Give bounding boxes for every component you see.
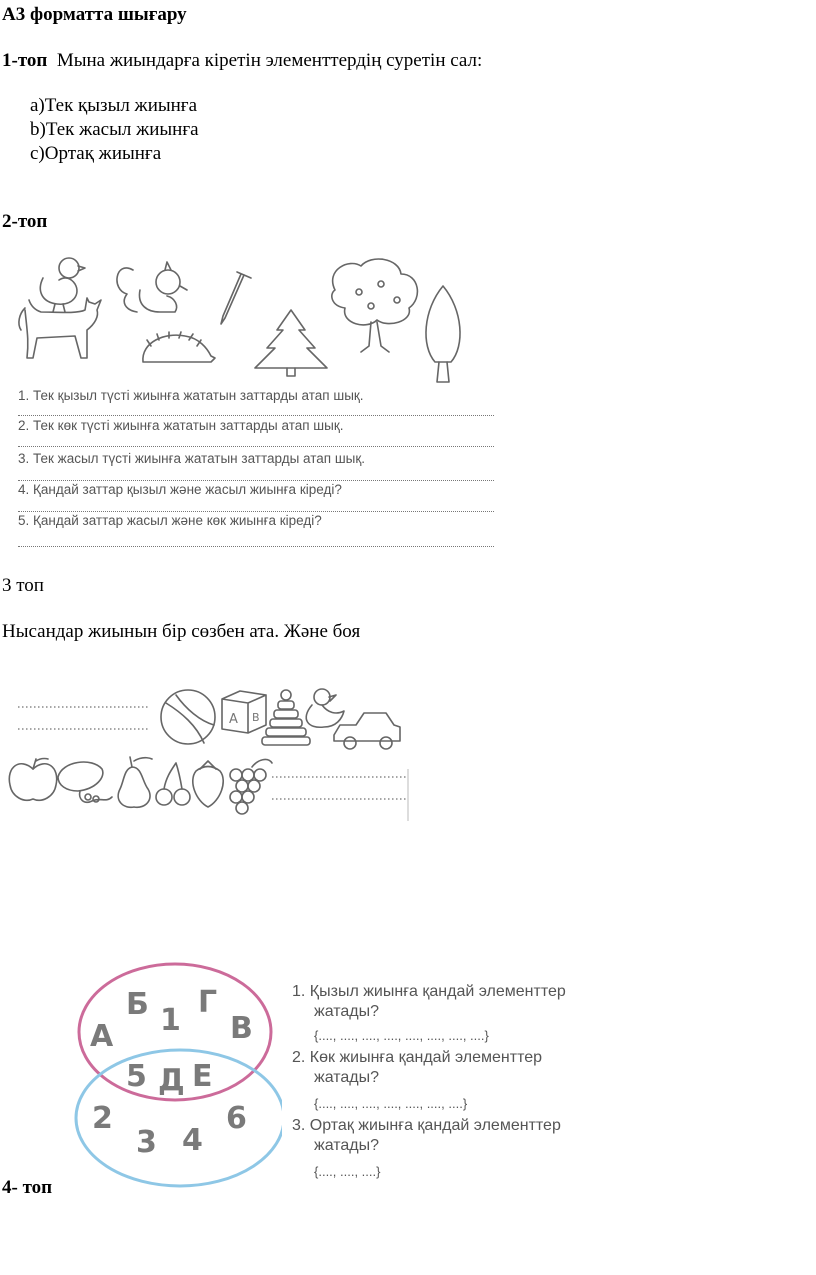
list-marker: b) (30, 119, 46, 140)
list-item-text: Тек жасыл жиынға (45, 119, 199, 140)
strawberry-icon (193, 761, 223, 807)
venn-element: Е (192, 1059, 213, 1094)
question-line: 3. Ортақ жиынға қандай элементтер (292, 1117, 561, 1134)
question-line: 3. Тек жасыл түсті жиынға жататын заттарды атап шық. (18, 451, 366, 466)
group2-pictures (15, 250, 495, 390)
answer-line[interactable] (18, 480, 494, 481)
abc-block-icon (222, 691, 266, 733)
answer-line[interactable] (18, 415, 494, 416)
apple-icon (9, 759, 56, 801)
question-line: 1. Қызыл жиынға қандай элементтер (292, 983, 566, 1000)
venn-element: 6 (226, 1101, 247, 1136)
group1-item-c (30, 143, 161, 165)
venn-element: 3 (136, 1125, 157, 1160)
list-item-text: Тек қызыл жиынға (44, 95, 198, 116)
list-marker: c) (30, 143, 45, 164)
car-icon (334, 713, 400, 749)
group1-instruction: Мына жиындарға кіретін элементтердің суретін сал: (56, 50, 483, 71)
question-line: 5. Қандай заттар жасыл және көк жиынға кіреді? (18, 513, 322, 528)
group4-label: 4- топ (2, 1177, 53, 1198)
chick-icon (40, 258, 85, 312)
cherries-icon (156, 763, 190, 805)
cat-icon (19, 298, 101, 358)
venn-element: 5 (126, 1059, 147, 1094)
ball-icon (161, 690, 215, 744)
page-heading: А3 форматта шығару (2, 4, 187, 25)
venn-element: Д (158, 1063, 185, 1098)
answer-set[interactable]: {...., ...., ....} (314, 1164, 381, 1179)
lemon-icon (58, 762, 112, 802)
group3-label: 3 топ (2, 575, 44, 596)
poplar-tree-icon (426, 286, 460, 382)
answer-set[interactable]: {...., ...., ...., ...., ...., ...., ...., ....} (314, 1028, 489, 1043)
question-line: 2. Тек көк түсті жиынға жататын заттарды атап шық. (18, 418, 344, 433)
venn-element: 2 (92, 1101, 113, 1136)
answer-set[interactable]: {...., ...., ...., ...., ...., ...., ....} (314, 1096, 468, 1111)
venn-element: 1 (160, 1003, 181, 1038)
hedgehog-icon (143, 332, 215, 362)
question-line: 2. Көк жиынға қандай элементтер (292, 1049, 543, 1066)
question-line: жатады? (314, 1003, 380, 1020)
list-item-text: Ортақ жиынға (44, 143, 162, 164)
nail-icon (221, 272, 251, 324)
fir-tree-icon (255, 310, 327, 376)
duck-icon (306, 689, 344, 727)
venn-element: А (90, 1019, 114, 1054)
answer-line[interactable] (18, 511, 494, 512)
group3-instruction: Нысандар жиынын бір сөзбен ата. Және боя (2, 621, 361, 642)
answer-line[interactable] (18, 546, 494, 547)
question-line: 4. Қандай заттар қызыл және жасыл жиынға кіреді? (18, 482, 342, 497)
group2-label: 2-топ (2, 211, 48, 232)
answer-line[interactable] (18, 446, 494, 447)
question-line: 1. Тек қызыл түсті жиынға жататын заттарды атап шық. (18, 388, 364, 403)
pyramid-toy-icon (262, 690, 310, 745)
group1-title (2, 50, 482, 72)
grapes-icon (230, 760, 272, 814)
question-line: жатады? (314, 1137, 380, 1154)
venn-element: Б (126, 987, 149, 1022)
venn-element: Г (198, 985, 218, 1020)
list-marker: a) (30, 95, 45, 116)
venn-element: 4 (182, 1123, 203, 1158)
group1-item-a (30, 95, 197, 117)
pear-icon (118, 757, 152, 807)
tree-with-fruit-icon (332, 259, 418, 352)
svg-text:A: A (229, 712, 238, 727)
group3-pictures (0, 685, 412, 825)
svg-text:B: B (252, 711, 260, 724)
question-line: жатады? (314, 1069, 380, 1086)
group1-label: 1-топ (2, 50, 48, 71)
group1-item-b (30, 119, 199, 141)
venn-element: В (230, 1011, 253, 1046)
squirrel-icon (117, 262, 187, 312)
venn-diagram (72, 958, 282, 1193)
